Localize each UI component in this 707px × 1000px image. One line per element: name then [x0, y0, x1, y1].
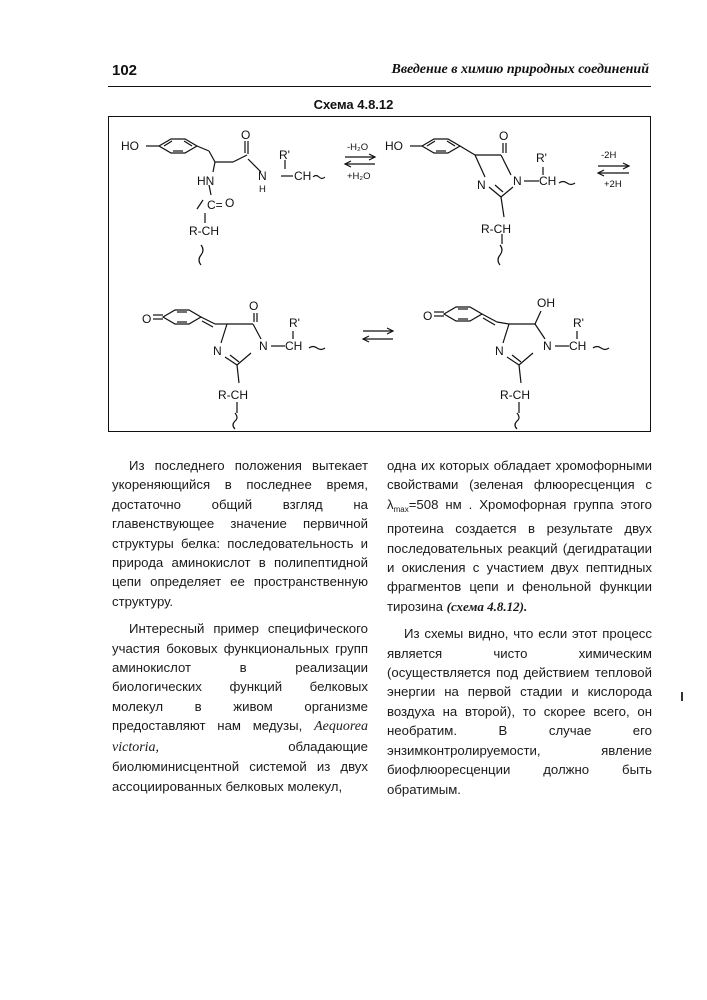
- label-n-2: N: [513, 174, 522, 188]
- header-rule: [108, 86, 651, 87]
- paragraph-aequorea: [112, 619, 368, 796]
- scheme-title: Схема 4.8.12: [313, 97, 394, 112]
- paragraph-primary-structure: Из последнего положения вытекает укореняющийся в последнее время, достаточно общий взгляд на главенствующее значение первичной структуры белка: последовательность и природа аминокислот в полипептидной цепи определяет ее пространственную структуру.: [112, 458, 368, 609]
- label-n-4: N: [259, 339, 268, 353]
- label-rprime-1: R': [279, 148, 290, 162]
- label-minus-2h: -2H: [601, 150, 617, 161]
- label-hn-1: HN: [197, 174, 215, 188]
- label-minus-water: -H₂O: [347, 142, 369, 153]
- paragraph-aequorea-text-1: Интересный пример специфического участия боковых функциональных групп аминокислот в реализации биологических функций белковых молекул в живом организме предоставляют нам медузы,: [112, 621, 368, 734]
- equilibrium-arrows-hydration: [345, 154, 375, 167]
- label-rprime-3: R': [289, 316, 300, 330]
- label-oh: OH: [537, 296, 555, 310]
- label-rprime-2: R': [536, 151, 547, 165]
- equilibrium-arrows-oxidation: [598, 163, 629, 176]
- running-title: Введение в химию природных соединений: [391, 62, 649, 77]
- label-c-eq-1: C=: [207, 198, 223, 212]
- label-ch-bond-2: CH: [539, 174, 557, 188]
- label-n-1: N: [258, 169, 267, 183]
- label-rch-1: R-CH: [189, 224, 219, 238]
- label-o-1: O: [241, 128, 251, 142]
- lambda-subscript: max: [393, 504, 409, 514]
- label-rch-3: R-CH: [218, 388, 248, 402]
- margin-mark: [681, 692, 683, 701]
- label-ch-bond-1: CH: [294, 169, 312, 183]
- paragraph-chromophore-text-2: . Хромофорная группа этого протеина создается в результате двух последовательных реакций (дегидратации и окисления с участием двух пептидных фрагментов цепи и фенольной функции тирозина: [387, 496, 653, 614]
- label-o-3: O: [499, 129, 509, 143]
- label-n-5: N: [213, 344, 222, 358]
- scheme-reference: (схема 4.8.12).: [446, 598, 528, 614]
- page-number: 102: [112, 62, 138, 79]
- equilibrium-arrows-hydroxylation: [363, 328, 393, 342]
- species-name: Aequorea victoria,: [112, 719, 368, 755]
- paragraph-chromophore: [387, 456, 652, 616]
- imidazolinone-structure: [410, 139, 575, 265]
- wavy-bond: [313, 176, 325, 179]
- label-o-4: O: [142, 312, 152, 326]
- paragraph-reversibility: Из схемы видно, что если этот процесс является чисто химическим (осуществляется под действием тепловой энергии на первой стадии и кислорода воздуха на второй), то скорее всего, он необратим. В случае его энзимконтролируемости, явление биофлюоресценции должно быть обратимым.: [387, 626, 652, 797]
- label-ch-bond-4: CH: [569, 339, 587, 353]
- text-column-right: [387, 456, 652, 799]
- label-o-6: O: [423, 309, 433, 323]
- label-plus-2h: +2H: [604, 179, 622, 190]
- label-o-2: O: [225, 196, 235, 210]
- label-rch-2: R-CH: [481, 222, 511, 236]
- label-h-1: H: [259, 184, 266, 195]
- label-ho-2: HO: [385, 139, 403, 153]
- reaction-scheme: [109, 117, 650, 431]
- scheme-figure: [108, 116, 651, 432]
- paragraph-chromophore-text-1: одна их которых обладает хромофорными свойствами (зеленая флюоресценция с: [387, 458, 652, 493]
- label-rprime-4: R': [573, 316, 584, 330]
- paragraph-aequorea-text-2: обладающие биолюминисцентной системой из двух ассоциированных белковых молекул,: [112, 738, 368, 794]
- lambda-symbol: λ: [387, 496, 394, 512]
- label-ch-bond-3: CH: [285, 339, 303, 353]
- label-o-5: O: [249, 299, 259, 313]
- label-plus-water: +H₂O: [347, 171, 371, 182]
- label-n-6: N: [543, 339, 552, 353]
- text-column-left: [112, 456, 368, 796]
- wavelength-value: =508 нм: [408, 496, 462, 512]
- label-ho-1: HO: [121, 139, 139, 153]
- label-rch-4: R-CH: [500, 388, 530, 402]
- label-n-3: N: [477, 178, 486, 192]
- label-n-7: N: [495, 344, 504, 358]
